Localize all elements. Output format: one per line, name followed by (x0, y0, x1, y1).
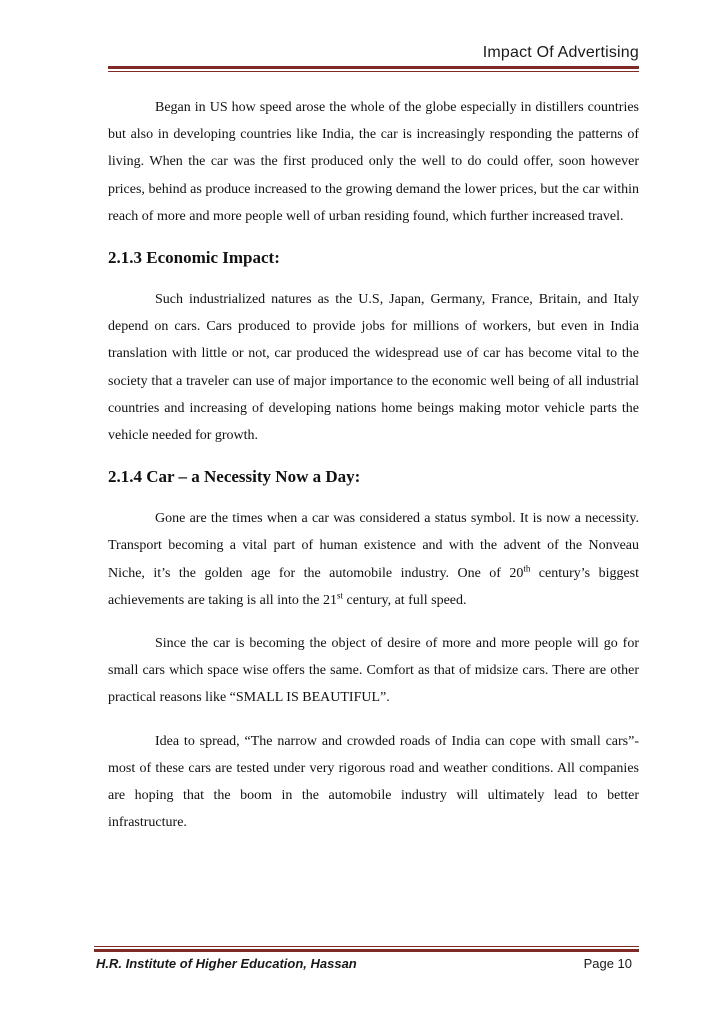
footer-institution: H.R. Institute of Higher Education, Hassan (96, 956, 357, 971)
car-necessity-paragraph-1 (108, 505, 639, 614)
running-header-title: Impact Of Advertising (482, 44, 639, 61)
footer-rule (94, 949, 639, 952)
header-rule-thin (108, 71, 639, 72)
section-heading-economic-impact: 2.1.3 Economic Impact: (108, 248, 280, 268)
superscript-st: st (336, 590, 343, 601)
header-rule (108, 66, 639, 69)
car-necessity-paragraph-3: Idea to spread, “The narrow and crowded roads of India can cope with small cars”- most of these cars are tested under very rigorous road and weather conditions. All companies are hoping that the boom in the automobile industry will ultimately lead to better infrastructure. (108, 733, 639, 831)
footer-rule-thin (94, 946, 639, 947)
page-number: Page 10 (583, 956, 632, 971)
text-run: Gone are the times when a car was considered a status symbol. It is now a necessity. Transport becoming a vital part of human existence and with the advent of the Nonveau Niche, it’s the golden age for the automobile industry. One of 20 (108, 511, 639, 581)
page-body (108, 94, 639, 852)
car-necessity-paragraph-2: Since the car is becoming the object of desire of more and more people will go for small cars which space wise offers the same. Comfort as that of midsize cars. There are other practical reasons like “SMALL IS BEAUTIFUL”. (108, 636, 639, 706)
superscript-th: th (523, 562, 531, 573)
economic-impact-paragraph: Such industrialized natures as the U.S, Japan, Germany, France, Britain, and Italy depend on cars. Cars produced to provide jobs for millions of workers, but even in India translation with little or not, car produced the widespread use of car has become vital to the society that a traveler can use of major importance to the economic well being of all industrial countries and increasing of developing nations home beings making motor vehicle parts the vehicle needed for growth. (108, 292, 639, 444)
intro-paragraph: Began in US how speed arose the whole of the globe especially in distillers countries but also in developing countries like India, the car is increasingly responding the patterns of living. When the car was the first produced only the well to do could offer, soon however prices, behind as produce increased to the growing demand the lower prices, but the car within reach of more and more people well of urban residing found, which further increased travel. (108, 100, 639, 224)
text-run: century’s biggest achievements are taking is all into the 21 (108, 565, 640, 608)
text-run: century, at full speed. (343, 592, 467, 608)
section-heading-car-necessity: 2.1.4 Car – a Necessity Now a Day: (108, 467, 361, 487)
